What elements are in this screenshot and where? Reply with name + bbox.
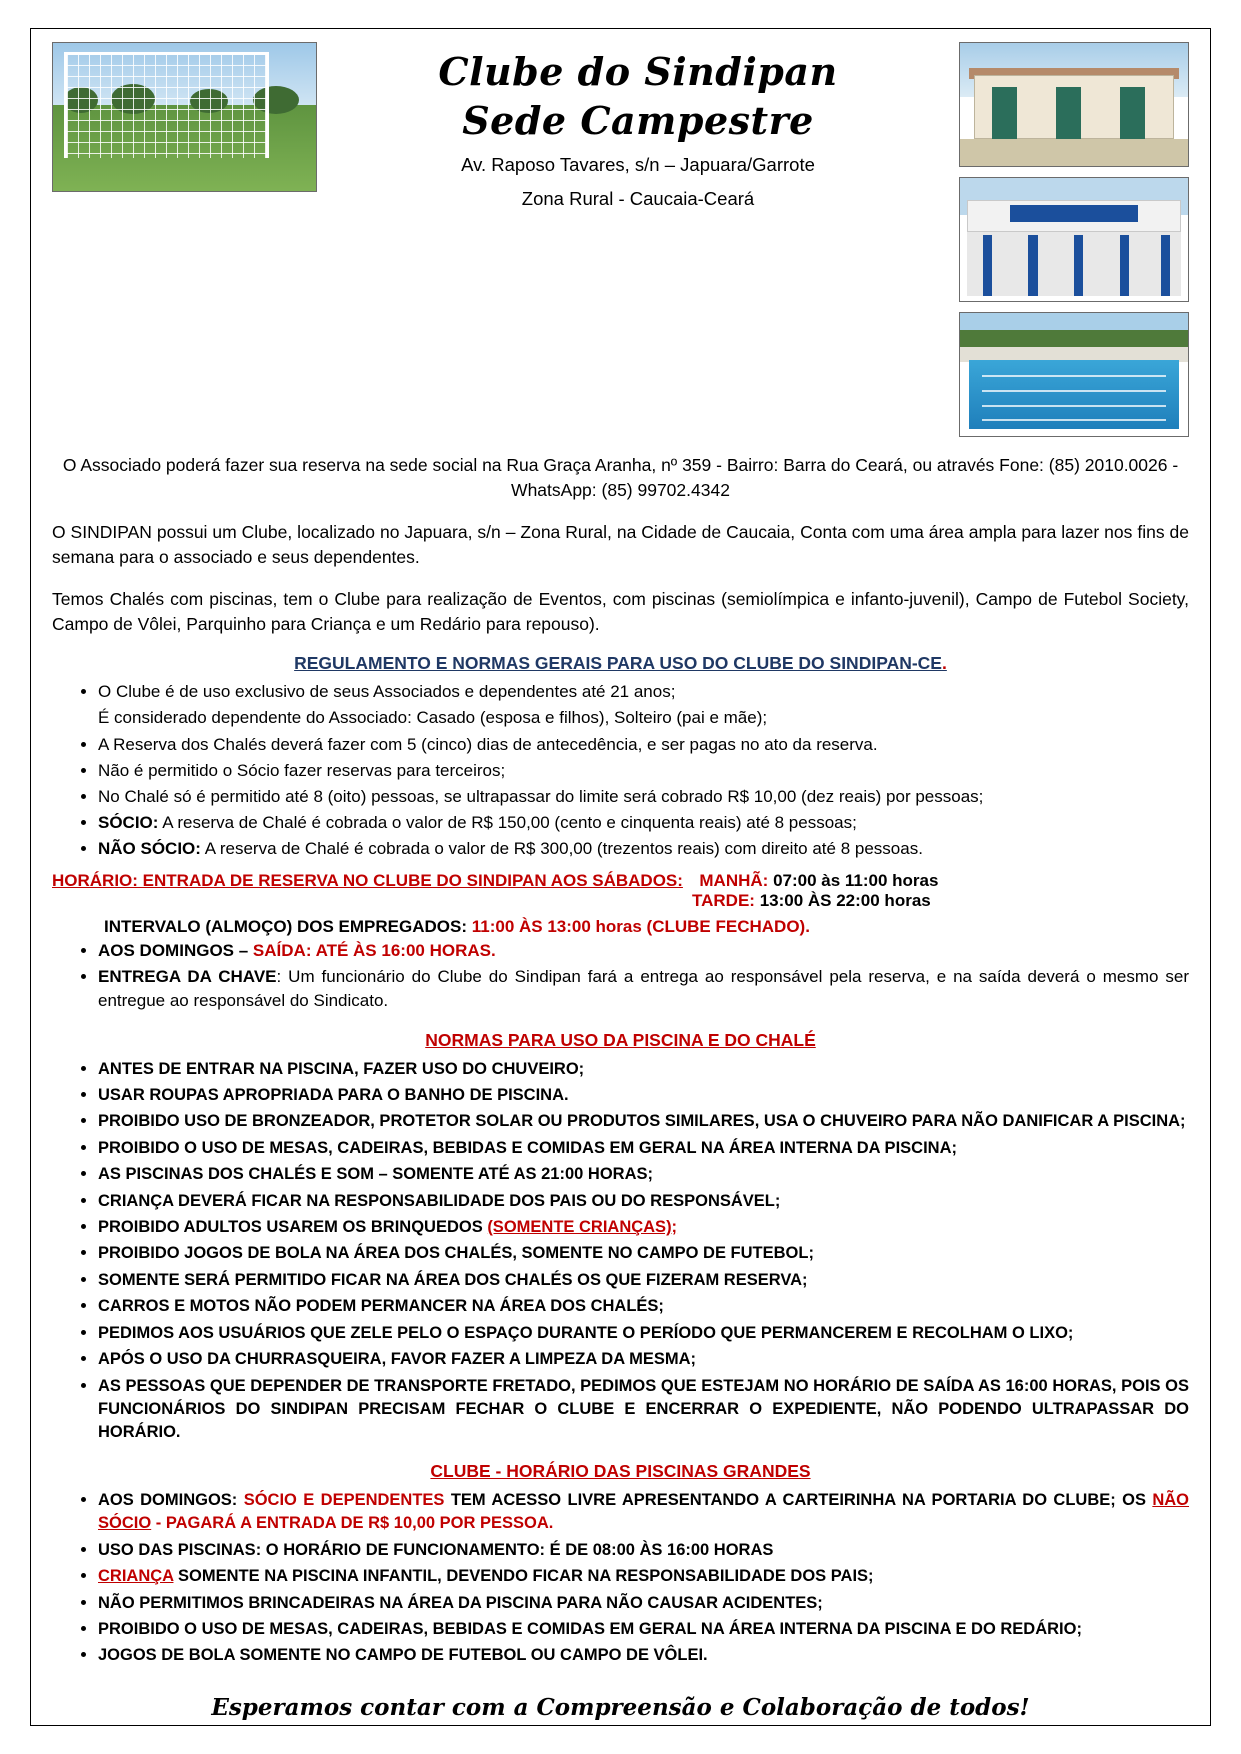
pool-rules-list xyxy=(52,1057,1189,1445)
rule-text: AS PISCINAS DOS CHALÉS E SOM – SOMENTE ATÉ AS 21:00 HORAS; xyxy=(98,1165,653,1184)
rule-text: SOMENTE SERÁ PERMITIDO FICAR NA ÁREA DOS CHALÉS OS QUE FIZERAM RESERVA; xyxy=(98,1270,808,1289)
list-item xyxy=(98,733,1189,757)
rule-text: PROIBIDO O USO DE MESAS, CADEIRAS, BEBIDAS E COMIDAS EM GERAL NA ÁREA INTERNA DA PISCINA E DO REDÁRIO; xyxy=(98,1619,1082,1638)
regulations-list xyxy=(52,680,1189,861)
schedule-morning-value: 07:00 às 11:00 horas xyxy=(773,871,939,891)
rule-text-emphasis: NÃO SÓCIO xyxy=(98,1490,1190,1533)
rule-text: AOS DOMINGOS: xyxy=(98,1490,244,1509)
rule-text-emphasis: CRIANÇA xyxy=(98,1567,174,1586)
section-title-regulations-text: REGULAMENTO E NORMAS GERAIS PARA USO DO CLUBE DO SINDIPAN-CE xyxy=(294,653,942,674)
rule-label: NÃO SÓCIO: xyxy=(98,839,201,858)
list-item xyxy=(98,706,1189,730)
list-item xyxy=(98,965,1189,1013)
title-block xyxy=(327,42,949,213)
rule-text-emphasis: (SOMENTE CRIANÇAS); xyxy=(487,1218,678,1237)
rule-text-emphasis: SÓCIO E DEPENDENTES xyxy=(243,1490,445,1509)
rule-text: APÓS O USO DA CHURRASQUEIRA, FAVOR FAZER A LIMPEZA DA MESMA; xyxy=(98,1350,696,1369)
big-pools-list xyxy=(52,1488,1189,1668)
rule-text: PEDIMOS AOS USUÁRIOS QUE ZELE PELO O ESPAÇO DURANTE O PERÍODO QUE PERMANCEREM E RECOLHAM O LIXO; xyxy=(98,1323,1074,1342)
key-delivery-label: ENTREGA DA CHAVE xyxy=(98,967,277,987)
list-item xyxy=(98,1268,1189,1292)
document-header xyxy=(52,42,1189,437)
rule-text: No Chalé só é permitido até 8 (oito) pessoas, se ultrapassar do limite será cobrado R$ 10,00 (dez reais) por pessoas; xyxy=(98,786,984,806)
list-item xyxy=(98,837,1189,861)
schedule-afternoon-label: TARDE: xyxy=(692,891,755,911)
schedule-block xyxy=(52,871,1189,937)
list-item xyxy=(98,1591,1189,1615)
rule-text: USAR ROUPAS APROPRIADA PARA O BANHO DE PISCINA. xyxy=(98,1085,569,1104)
list-item xyxy=(98,939,1189,963)
list-item xyxy=(98,1057,1189,1081)
rule-text: SOMENTE NA PISCINA INFANTIL, DEVENDO FICAR NA RESPONSABILIDADE DOS PAIS; xyxy=(173,1567,874,1586)
sunday-label: AOS DOMINGOS – xyxy=(98,941,249,961)
photo-soccer-field xyxy=(52,42,317,192)
list-item xyxy=(98,680,1189,704)
rule-text: AS PESSOAS QUE DEPENDER DE TRANSPORTE FRETADO, PEDIMOS QUE ESTEJAM NO HORÁRIO DE SAÍDA AS 16:00 HORAS, POIS OS FUNCIONÁRIOS DO SINDIPAN PRECISAM FECHAR O CLUBE E ENCERRAR O EXPEDIENTE, NÃO PODENDO ULTRAPASSAR DO HORÁRIO. xyxy=(98,1376,1189,1442)
rule-text: JOGOS DE BOLA SOMENTE NO CAMPO DE FUTEBOL OU CAMPO DE VÔLEI. xyxy=(98,1646,708,1665)
schedule-break-value: 11:00 ÀS 13:00 horas (CLUBE FECHADO). xyxy=(471,917,810,937)
list-item xyxy=(98,1215,1189,1239)
photo-redario xyxy=(959,177,1189,302)
address-line-2: Zona Rural - Caucaia-Ceará xyxy=(521,188,755,209)
address-line-1: Av. Raposo Tavares, s/n – Japuara/Garrote xyxy=(461,154,815,176)
rule-text: USO DAS PISCINAS: O HORÁRIO DE FUNCIONAMENTO: É DE 08:00 ÀS 16:00 HORAS xyxy=(98,1540,774,1559)
key-delivery-text: : Um funcionário do Clube do Sindipan fará a entrega ao responsável pela reserva, e na saída deverá o mesmo ser entregue ao responsável do Sindicato. xyxy=(98,967,1190,1011)
rule-text: A reserva de Chalé é cobrada o valor de R$ 300,00 (trezentos reais) com direito até 8 pessoas. xyxy=(200,839,923,858)
rule-text: NÃO PERMITIMOS BRINCADEIRAS NA ÁREA DA PISCINA PARA NÃO CAUSAR ACIDENTES; xyxy=(98,1593,823,1612)
schedule-morning-label: MANHÃ: xyxy=(699,871,769,891)
list-item xyxy=(98,1294,1189,1318)
sunday-value: SAÍDA: ATÉ ÀS 16:00 HORAS. xyxy=(252,941,496,961)
photo-column xyxy=(959,42,1189,437)
page-title-line1: Clube do Sindipan xyxy=(438,49,838,94)
schedule-afternoon-value: 13:00 ÀS 22:00 horas xyxy=(759,891,931,911)
rule-text: PROIBIDO ADULTOS USAREM OS BRINQUEDOS xyxy=(98,1218,488,1237)
rule-text: PROIBIDO O USO DE MESAS, CADEIRAS, BEBIDAS E COMIDAS EM GERAL NA ÁREA INTERNA DA PISCINA; xyxy=(98,1138,957,1157)
rule-text: PROIBIDO USO DE BRONZEADOR, PROTETOR SOLAR OU PRODUTOS SIMILARES, USA O CHUVEIRO PARA NÃO DANIFICAR A PISCINA; xyxy=(98,1112,1186,1131)
club-description: O SINDIPAN possui um Clube, localizado no Japuara, s/n – Zona Rural, na Cidade de Caucaia, Conta com uma área ampla para lazer nos fins de semana para o associado e seus dependentes. xyxy=(52,521,1189,568)
page-title-line2: Sede Campestre xyxy=(462,97,814,143)
list-item xyxy=(98,1488,1189,1536)
list-item xyxy=(98,1374,1189,1445)
rule-text: CARROS E MOTOS NÃO PODEM PERMANCER NA ÁREA DOS CHALÉS; xyxy=(98,1297,664,1316)
list-item xyxy=(98,1162,1189,1186)
section-title-big-pools: CLUBE - HORÁRIO DAS PISCINAS GRANDES xyxy=(430,1460,811,1481)
list-item xyxy=(98,1189,1189,1213)
schedule-morning xyxy=(699,871,938,891)
closing-message: Esperamos contar com a Compreensão e Colaboração de todos! xyxy=(211,1693,1030,1721)
list-item xyxy=(98,1083,1189,1107)
rule-text: PROIBIDO JOGOS DE BOLA NA ÁREA DOS CHALÉS, SOMENTE NO CAMPO DE FUTEBOL; xyxy=(98,1244,814,1263)
list-item xyxy=(98,1564,1189,1588)
list-item xyxy=(98,1109,1189,1133)
rule-text: O Clube é de uso exclusivo de seus Associados e dependentes até 21 anos; xyxy=(98,682,676,702)
rule-text: Não é permitido o Sócio fazer reservas para terceiros; xyxy=(98,760,506,780)
list-item xyxy=(98,1617,1189,1641)
rule-text: - PAGARÁ A ENTRADA DE R$ 10,00 POR PESSOA. xyxy=(151,1514,554,1533)
facilities-description: Temos Chalés com piscinas, tem o Clube para realização de Eventos, com piscinas (semiolímpica e infanto-juvenil), Campo de Futebol Society, Campo de Vôlei, Parquinho para Criança e um Redário para repouso). xyxy=(52,588,1189,634)
rule-text: A Reserva dos Chalés deverá fazer com 5 (cinco) dias de antecedência, e ser pagas no ato da reserva. xyxy=(98,734,878,754)
schedule-break xyxy=(104,917,1189,937)
rule-text: ANTES DE ENTRAR NA PISCINA, FAZER USO DO CHUVEIRO; xyxy=(98,1059,585,1078)
section-title-dot: . xyxy=(941,653,947,674)
rule-text: A reserva de Chalé é cobrada o valor de R$ 150,00 (cento e cinquenta reais) até 8 pessoas; xyxy=(158,812,857,832)
list-item xyxy=(98,759,1189,783)
rule-text: TEM ACESSO LIVRE APRESENTANDO A CARTEIRINHA NA PORTARIA DO CLUBE; OS xyxy=(444,1490,1153,1509)
rule-text: É considerado dependente do Associado: Casado (esposa e filhos), Solteiro (pai e mãe); xyxy=(98,708,768,728)
list-item xyxy=(98,1538,1189,1562)
reservation-info: O Associado poderá fazer sua reserva na sede social na Rua Graça Aranha, nº 359 - Bairro: Barra do Ceará, ou através Fone: (85) 2010.0026 - WhatsApp: (85) 99702.4342 xyxy=(62,455,1179,501)
section-title-pool-rules: NORMAS PARA USO DA PISCINA E DO CHALÉ xyxy=(425,1029,816,1050)
photo-chalets xyxy=(959,42,1189,167)
list-item xyxy=(98,1347,1189,1371)
list-item xyxy=(98,785,1189,809)
rule-text: CRIANÇA DEVERÁ FICAR NA RESPONSABILIDADE DOS PAIS OU DO RESPONSÁVEL; xyxy=(98,1191,781,1210)
schedule-list xyxy=(52,939,1189,1013)
schedule-heading: HORÁRIO: ENTRADA DE RESERVA NO CLUBE DO SINDIPAN AOS SÁBADOS: xyxy=(52,871,683,891)
list-item xyxy=(98,1643,1189,1667)
photo-pool xyxy=(959,312,1189,437)
list-item xyxy=(98,1136,1189,1160)
section-title-regulations xyxy=(52,653,1189,674)
rule-label: SÓCIO: xyxy=(98,812,159,832)
schedule-afternoon xyxy=(692,891,1189,911)
list-item xyxy=(98,1321,1189,1345)
list-item xyxy=(98,1241,1189,1265)
schedule-break-label: INTERVALO (ALMOÇO) DOS EMPREGADOS: xyxy=(104,917,467,937)
list-item xyxy=(98,811,1189,835)
